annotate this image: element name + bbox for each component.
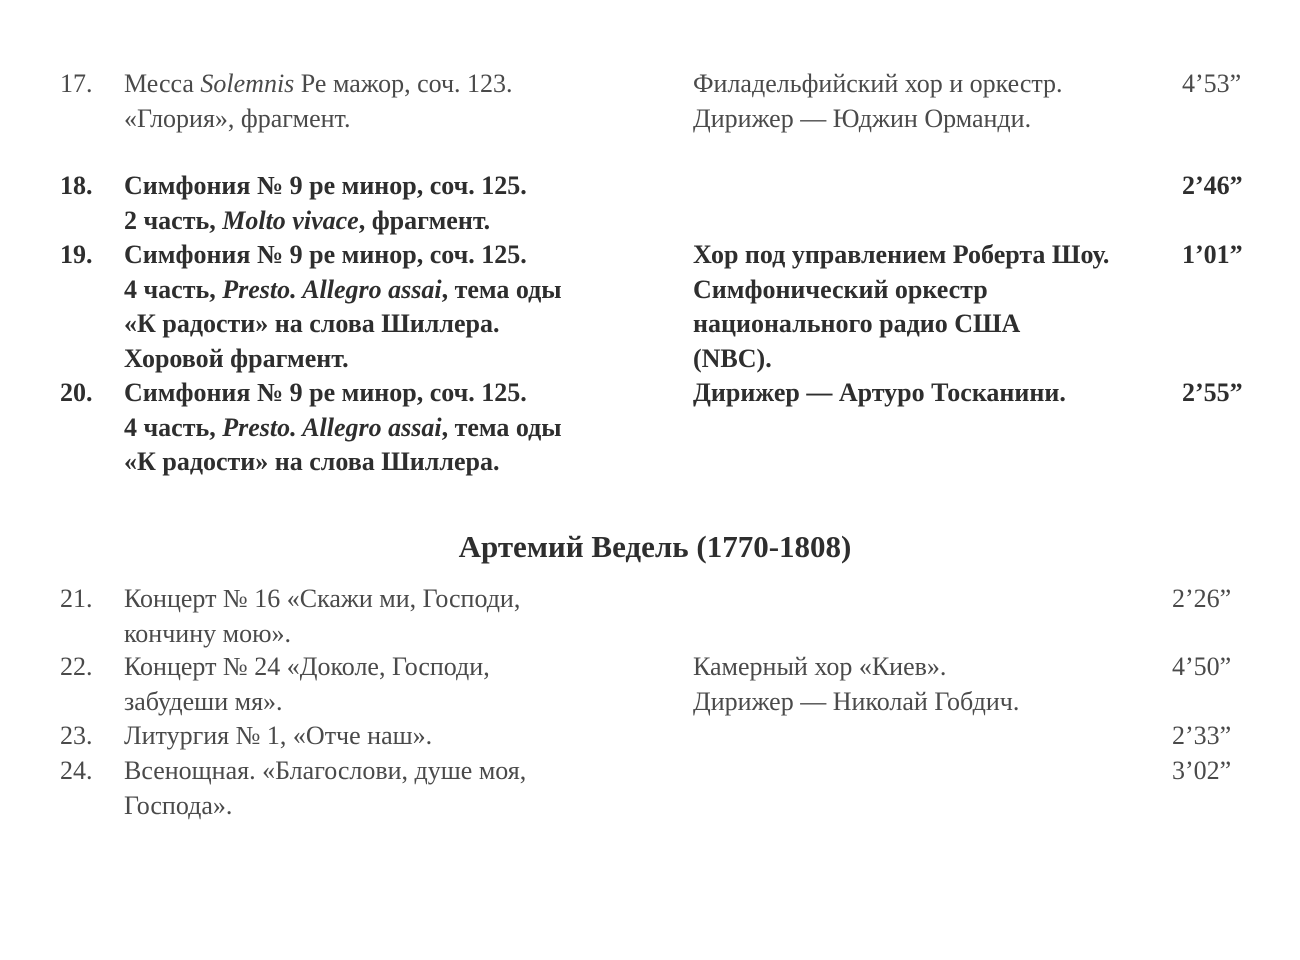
track-performer [693,238,1163,376]
track-title [124,238,664,376]
performer-line-2: Дирижер — Николай Гобдич. [693,686,1020,716]
track-number: 20. [60,378,93,407]
track-title [124,67,664,136]
track-duration: 2’46” [1182,171,1243,200]
performer-line-4: (NBC). [693,343,772,373]
track-performer [693,67,1163,136]
title-line-2: 2 часть, Molto vivace, фрагмент. [124,205,491,235]
track-number: 21. [60,584,93,613]
track-title [124,650,664,719]
track-number: 18. [60,171,93,200]
track-title [124,754,664,823]
title-line-3: «К радости» на слова Шиллера. [124,309,500,338]
performer-line-2: Дирижер — Юджин Орманди. [693,103,1032,133]
title-line-1: Симфония № 9 ре минор, соч. 125. [124,171,527,200]
performer-line-1: Дирижер — Артуро Тосканини. [693,378,1066,407]
performer-line-1: Филадельфийский хор и оркестр. [693,69,1063,98]
track-number: 22. [60,652,93,681]
title-line-2: 4 часть, Presto. Allegro assai, тема оды [124,412,562,442]
composer-heading: Артемий Ведель (1770-1808) [458,529,852,564]
track-duration: 1’01” [1182,240,1243,269]
track-performer [693,376,1163,411]
track-duration: 2’55” [1182,378,1243,407]
title-line-4: Хоровой фрагмент. [124,343,349,373]
performer-line-1: Камерный хор «Киев». [693,652,947,681]
track-performer [693,650,1163,719]
track-duration: 4’53” [1182,69,1242,98]
track-duration: 2’26” [1172,584,1232,613]
title-line-1: Симфония № 9 ре минор, соч. 125. [124,240,527,269]
performer-line-1: Хор под управлением Роберта Шоу. [693,240,1110,269]
title-line-1: Литургия № 1, «Отче наш». [124,721,433,750]
title-line-1: Симфония № 9 ре минор, соч. 125. [124,378,527,407]
track-number: 17. [60,69,93,98]
track-title [124,169,664,238]
title-line-2: кончину мою». [124,618,292,648]
track-title [124,582,664,651]
track-title [124,719,664,754]
title-line-1: Концерт № 24 «Доколе, Господи, [124,652,490,681]
title-line-2: Господа». [124,790,233,820]
track-number: 24. [60,756,93,785]
track-title [124,376,664,480]
title-line-2: «Глория», фрагмент. [124,103,351,133]
track-duration: 3’02” [1172,756,1232,785]
track-duration: 4’50” [1172,652,1232,681]
performer-line-3: национального радио США [693,309,1021,338]
title-line-1: Всенощная. «Благослови, душе моя, [124,756,527,785]
title-line-2: забудеши мя». [124,686,283,716]
title-line-3: «К радости» на слова Шиллера. [124,447,500,476]
title-line-2: 4 часть, Presto. Allegro assai, тема оды [124,274,562,304]
track-number: 23. [60,721,93,750]
performer-line-2: Симфонический оркестр [693,274,988,304]
title-line-1: Концерт № 16 «Скажи ми, Господи, [124,584,521,613]
track-duration: 2’33” [1172,721,1232,750]
title-line-1: Месса Solemnis Ре мажор, соч. 123. [124,69,513,98]
track-number: 19. [60,240,93,269]
